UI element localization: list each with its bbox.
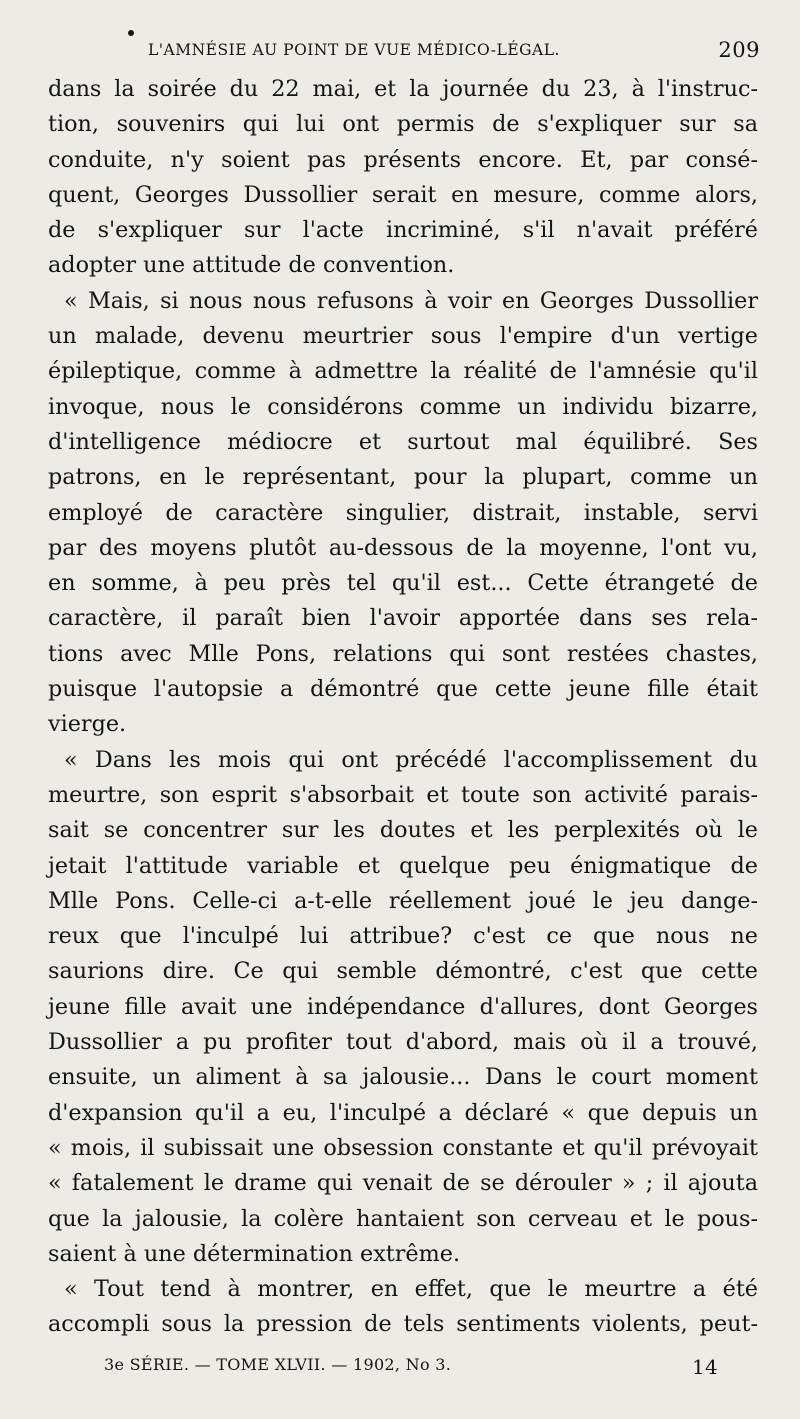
page-number: 209 <box>718 38 760 62</box>
text-line: « fatalement le drame qui venait de se dérouler » ; il ajouta <box>48 1170 758 1197</box>
text-line: meurtre, son esprit s'absorbait et toute son activité parais- <box>48 781 758 808</box>
text-line: « Mais, si nous nous refusons à voir en Georges Dussollier <box>64 287 758 314</box>
page-header <box>148 30 760 70</box>
text-line: « mois, il subissait une obsession constante et qu'il prévoyait <box>48 1134 758 1161</box>
text-line: vierge. <box>48 711 127 738</box>
text-line: « Dans les mois qui ont précédé l'accomplissement du <box>64 746 758 773</box>
text-line: reux que l'inculpé lui attribue? c'est ce que nous ne <box>48 923 758 950</box>
text-line: conduite, n'y soient pas présents encore. Et, par consé- <box>48 146 758 173</box>
header-dot <box>128 30 134 36</box>
text-line: jeune fille avait une indépendance d'allures, dont Georges <box>48 993 758 1020</box>
text-line: que la jalousie, la colère hantaient son cerveau et le pous- <box>48 1205 758 1232</box>
text-line: adopter une attitude de convention. <box>48 252 455 279</box>
body-text <box>48 72 758 1343</box>
text-line: quent, Georges Dussollier serait en mesure, comme alors, <box>48 181 758 208</box>
text-line: invoque, nous le considérons comme un individu bizarre, <box>48 393 758 420</box>
text-line: Dussollier a pu profiter tout d'abord, mais où il a trouvé, <box>48 1029 758 1056</box>
text-line: Mlle Pons. Celle-ci a-t-elle réellement joué le jeu dange- <box>48 887 758 914</box>
text-line: d'expansion qu'il a eu, l'inculpé a déclaré « que depuis un <box>48 1099 758 1126</box>
text-line: dans la soirée du 22 mai, et la journée du 23, à l'instruc- <box>48 76 758 102</box>
page-footer <box>104 1355 718 1379</box>
text-line: tions avec Mlle Pons, relations qui sont restées chastes, <box>48 640 758 667</box>
text-line: un malade, devenu meurtrier sous l'empire d'un vertige <box>48 323 758 350</box>
text-line: de s'expliquer sur l'acte incriminé, s'il n'avait préféré <box>48 217 758 244</box>
text-line: tion, souvenirs qui lui ont permis de s'expliquer sur sa <box>48 111 758 138</box>
text-line: patrons, en le représentant, pour la plupart, comme un <box>48 464 758 491</box>
text-line: accompli sous la pression de tels sentiments violents, peut- <box>48 1311 758 1338</box>
signature-mark: 14 <box>691 1355 718 1379</box>
text-line: employé de caractère singulier, distrait, instable, servi <box>48 499 758 526</box>
series-info: 3e SÉRIE. — TOME XLVII. — 1902, No 3. <box>104 1355 452 1374</box>
text-line: par des moyens plutôt au-dessous de la moyenne, l'ont vu, <box>48 534 758 561</box>
text-line: ensuite, un aliment à sa jalousie... Dans le court moment <box>48 1064 758 1091</box>
text-line: jetait l'attitude variable et quelque peu énigmatique de <box>48 852 758 879</box>
text-line: épileptique, comme à admettre la réalité de l'amnésie qu'il <box>48 358 758 385</box>
text-line: saurions dire. Ce qui semble démontré, c'est que cette <box>48 958 758 985</box>
text-line: saient à une détermination extrême. <box>48 1240 461 1267</box>
text-line: « Tout tend à montrer, en effet, que le meurtre a été <box>64 1276 758 1303</box>
running-title: L'AMNÉSIE AU POINT DE VUE MÉDICO-LÉGAL. <box>148 41 560 59</box>
text-line: d'intelligence médiocre et surtout mal équilibré. Ses <box>48 428 758 455</box>
text-line: sait se concentrer sur les doutes et les perplexités où le <box>48 817 758 844</box>
text-line: puisque l'autopsie a démontré que cette jeune fille était <box>48 676 758 703</box>
text-line: en somme, à peu près tel qu'il est... Cette étrangeté de <box>48 570 758 597</box>
text-line: caractère, il paraît bien l'avoir apportée dans ses rela- <box>48 605 758 632</box>
